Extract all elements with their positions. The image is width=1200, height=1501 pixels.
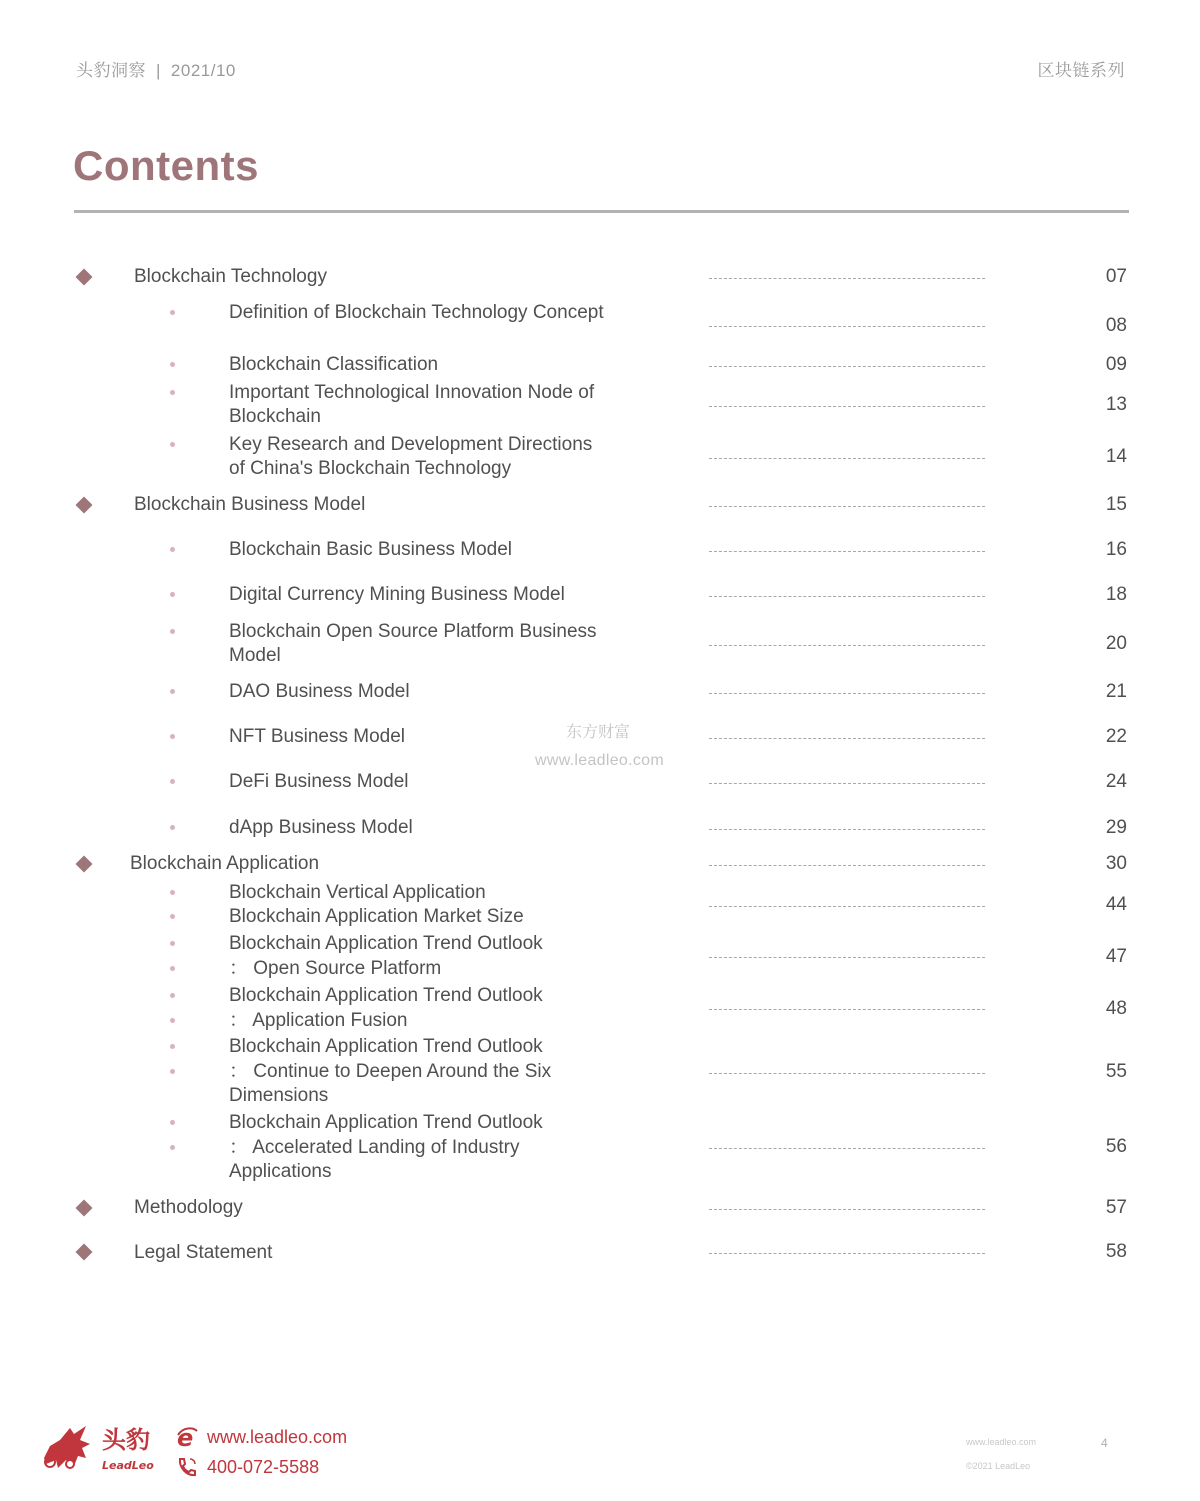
dotted-leader	[709, 458, 985, 459]
diamond-bullet-icon	[76, 1200, 93, 1217]
toc-item-label: Digital Currency Mining Business Model	[229, 584, 565, 605]
dotted-leader	[709, 366, 985, 367]
toc-page-number: 47	[1105, 946, 1127, 967]
dotted-leader	[709, 326, 985, 327]
toc-page-number: 24	[1105, 771, 1127, 792]
toc-page-number: 13	[1105, 394, 1127, 415]
footer-contact	[175, 1422, 347, 1482]
svg-text:e: e	[177, 1425, 194, 1449]
toc-item-label: Blockchain Basic Business Model	[229, 539, 513, 560]
toc-page-number: 56	[1105, 1136, 1127, 1157]
footer-small-site: www.leadleo.com	[966, 1437, 1037, 1447]
toc-page-number: 22	[1105, 726, 1127, 747]
toc-page-number: 44	[1105, 894, 1127, 915]
toc-item-label: dApp Business Model	[229, 817, 413, 838]
dotted-leader	[709, 551, 985, 552]
dot-bullet-icon	[170, 966, 175, 971]
toc-item-label: Important Technological Innovation Node of Blockchain	[229, 382, 595, 427]
toc-item-label: Blockchain Open Source Platform Business Model	[229, 621, 597, 666]
diamond-bullet-icon	[76, 269, 93, 286]
website-link[interactable]: www.leadleo.com	[207, 1427, 348, 1447]
dot-bullet-icon	[170, 1120, 175, 1125]
website-row[interactable]	[175, 1422, 347, 1452]
dot-bullet-icon	[170, 779, 175, 784]
toc-page-number: 20	[1105, 633, 1127, 654]
toc-page-number: 55	[1105, 1061, 1127, 1082]
toc-section-label: Methodology	[134, 1197, 243, 1218]
dot-bullet-icon	[170, 941, 175, 946]
toc-page-number: 30	[1105, 853, 1127, 874]
diamond-bullet-icon	[76, 856, 93, 873]
toc-page-number: 07	[1105, 266, 1127, 287]
toc-item-label: ： Accelerated Landing of Industry Applications	[229, 1137, 520, 1182]
phone-number[interactable]: 400-072-5588	[207, 1457, 320, 1477]
dotted-leader	[709, 406, 985, 407]
dotted-leader	[709, 865, 985, 866]
dotted-leader	[709, 783, 985, 784]
report-date: 2021/10	[170, 61, 236, 80]
diamond-bullet-icon	[76, 497, 93, 514]
dot-bullet-icon	[170, 592, 175, 597]
dot-bullet-icon	[170, 689, 175, 694]
toc-page-number: 18	[1105, 584, 1127, 605]
dotted-leader	[709, 1253, 985, 1254]
toc-item-label: Blockchain Application Trend Outlook	[229, 933, 543, 954]
dot-bullet-icon	[170, 1069, 175, 1074]
title-divider	[74, 210, 1129, 213]
toc-page-number: 15	[1105, 494, 1127, 515]
toc-item-label: DeFi Business Model	[229, 771, 409, 792]
dotted-leader	[709, 829, 985, 830]
phone-icon	[175, 1455, 199, 1479]
dot-bullet-icon	[170, 310, 175, 315]
web-e-icon	[175, 1425, 199, 1449]
dot-bullet-icon	[170, 362, 175, 367]
header-left	[76, 56, 236, 81]
leopard-logo-icon	[40, 1418, 165, 1478]
toc-page-number: 29	[1105, 817, 1127, 838]
dotted-leader	[709, 906, 985, 907]
toc-item-label: ： Continue to Deepen Around the Six Dimensions	[229, 1061, 552, 1106]
dot-bullet-icon	[170, 734, 175, 739]
toc-page-number: 16	[1105, 539, 1127, 560]
report-brand: 头豹洞察	[76, 61, 146, 80]
dot-bullet-icon	[170, 547, 175, 552]
toc-page-number: 21	[1105, 681, 1127, 702]
dot-bullet-icon	[170, 1018, 175, 1023]
dotted-leader	[709, 1073, 985, 1074]
toc-item-label: Definition of Blockchain Technology Concept	[229, 302, 604, 323]
dot-bullet-icon	[170, 1044, 175, 1049]
toc-item-label: Blockchain Application Market Size	[229, 906, 524, 927]
phone-row[interactable]	[175, 1452, 347, 1482]
dotted-leader	[709, 278, 985, 279]
toc-section-label: Blockchain Application	[130, 853, 320, 874]
leadleo-logo	[40, 1418, 165, 1478]
toc-item-label: DAO Business Model	[229, 681, 410, 702]
dotted-leader	[709, 957, 985, 958]
dotted-leader	[709, 596, 985, 597]
brand-en: LeadLeo	[102, 1459, 154, 1472]
dot-bullet-icon	[170, 390, 175, 395]
dotted-leader	[709, 1148, 985, 1149]
toc-page-number: 58	[1105, 1241, 1127, 1262]
brand-cn: 头豹	[102, 1426, 150, 1454]
toc-item-label: Blockchain Application Trend Outlook	[229, 1036, 543, 1057]
toc-page-number: 08	[1105, 315, 1127, 336]
toc-item-label: Blockchain Classification	[229, 354, 439, 375]
dot-bullet-icon	[170, 914, 175, 919]
toc-section-label: Blockchain Business Model	[134, 494, 366, 515]
watermark-url: www.leadleo.com	[535, 752, 664, 769]
toc-item-label: ： Application Fusion	[229, 1010, 408, 1031]
toc-item-label: Blockchain Vertical Application	[229, 882, 486, 903]
toc-item-label: Key Research and Development Directions of China's Blockchain Technology	[229, 434, 593, 479]
header-separator: |	[156, 61, 161, 80]
toc-page-number: 48	[1105, 998, 1127, 1019]
dot-bullet-icon	[170, 442, 175, 447]
footer-copyright: ©2021 LeadLeo	[966, 1461, 1031, 1471]
dot-bullet-icon	[170, 1145, 175, 1150]
dotted-leader	[709, 1009, 985, 1010]
toc-page-number: 57	[1105, 1197, 1127, 1218]
toc-section-label: Blockchain Technology	[134, 266, 327, 287]
page-number: 4	[1101, 1436, 1108, 1450]
toc-page-number: 09	[1105, 354, 1127, 375]
toc-section-label: Legal Statement	[134, 1242, 273, 1263]
series-name: 区块链系列	[1037, 61, 1125, 80]
footer-credits	[966, 1430, 1036, 1478]
dot-bullet-icon	[170, 825, 175, 830]
page-title: Contents	[73, 142, 259, 189]
dot-bullet-icon	[170, 629, 175, 634]
toc-item-label: NFT Business Model	[229, 726, 405, 747]
dotted-leader	[709, 1209, 985, 1210]
toc-item-label: Blockchain Application Trend Outlook	[229, 985, 543, 1006]
dotted-leader	[709, 506, 985, 507]
toc-item-label: ： Open Source Platform	[229, 958, 442, 979]
dot-bullet-icon	[170, 890, 175, 895]
dotted-leader	[709, 693, 985, 694]
diamond-bullet-icon	[76, 1244, 93, 1261]
watermark-text: 东方财富	[566, 724, 631, 741]
dot-bullet-icon	[170, 993, 175, 998]
dotted-leader	[709, 738, 985, 739]
dotted-leader	[709, 645, 985, 646]
toc-item-label: Blockchain Application Trend Outlook	[229, 1112, 543, 1133]
toc-page-number: 14	[1105, 446, 1127, 467]
